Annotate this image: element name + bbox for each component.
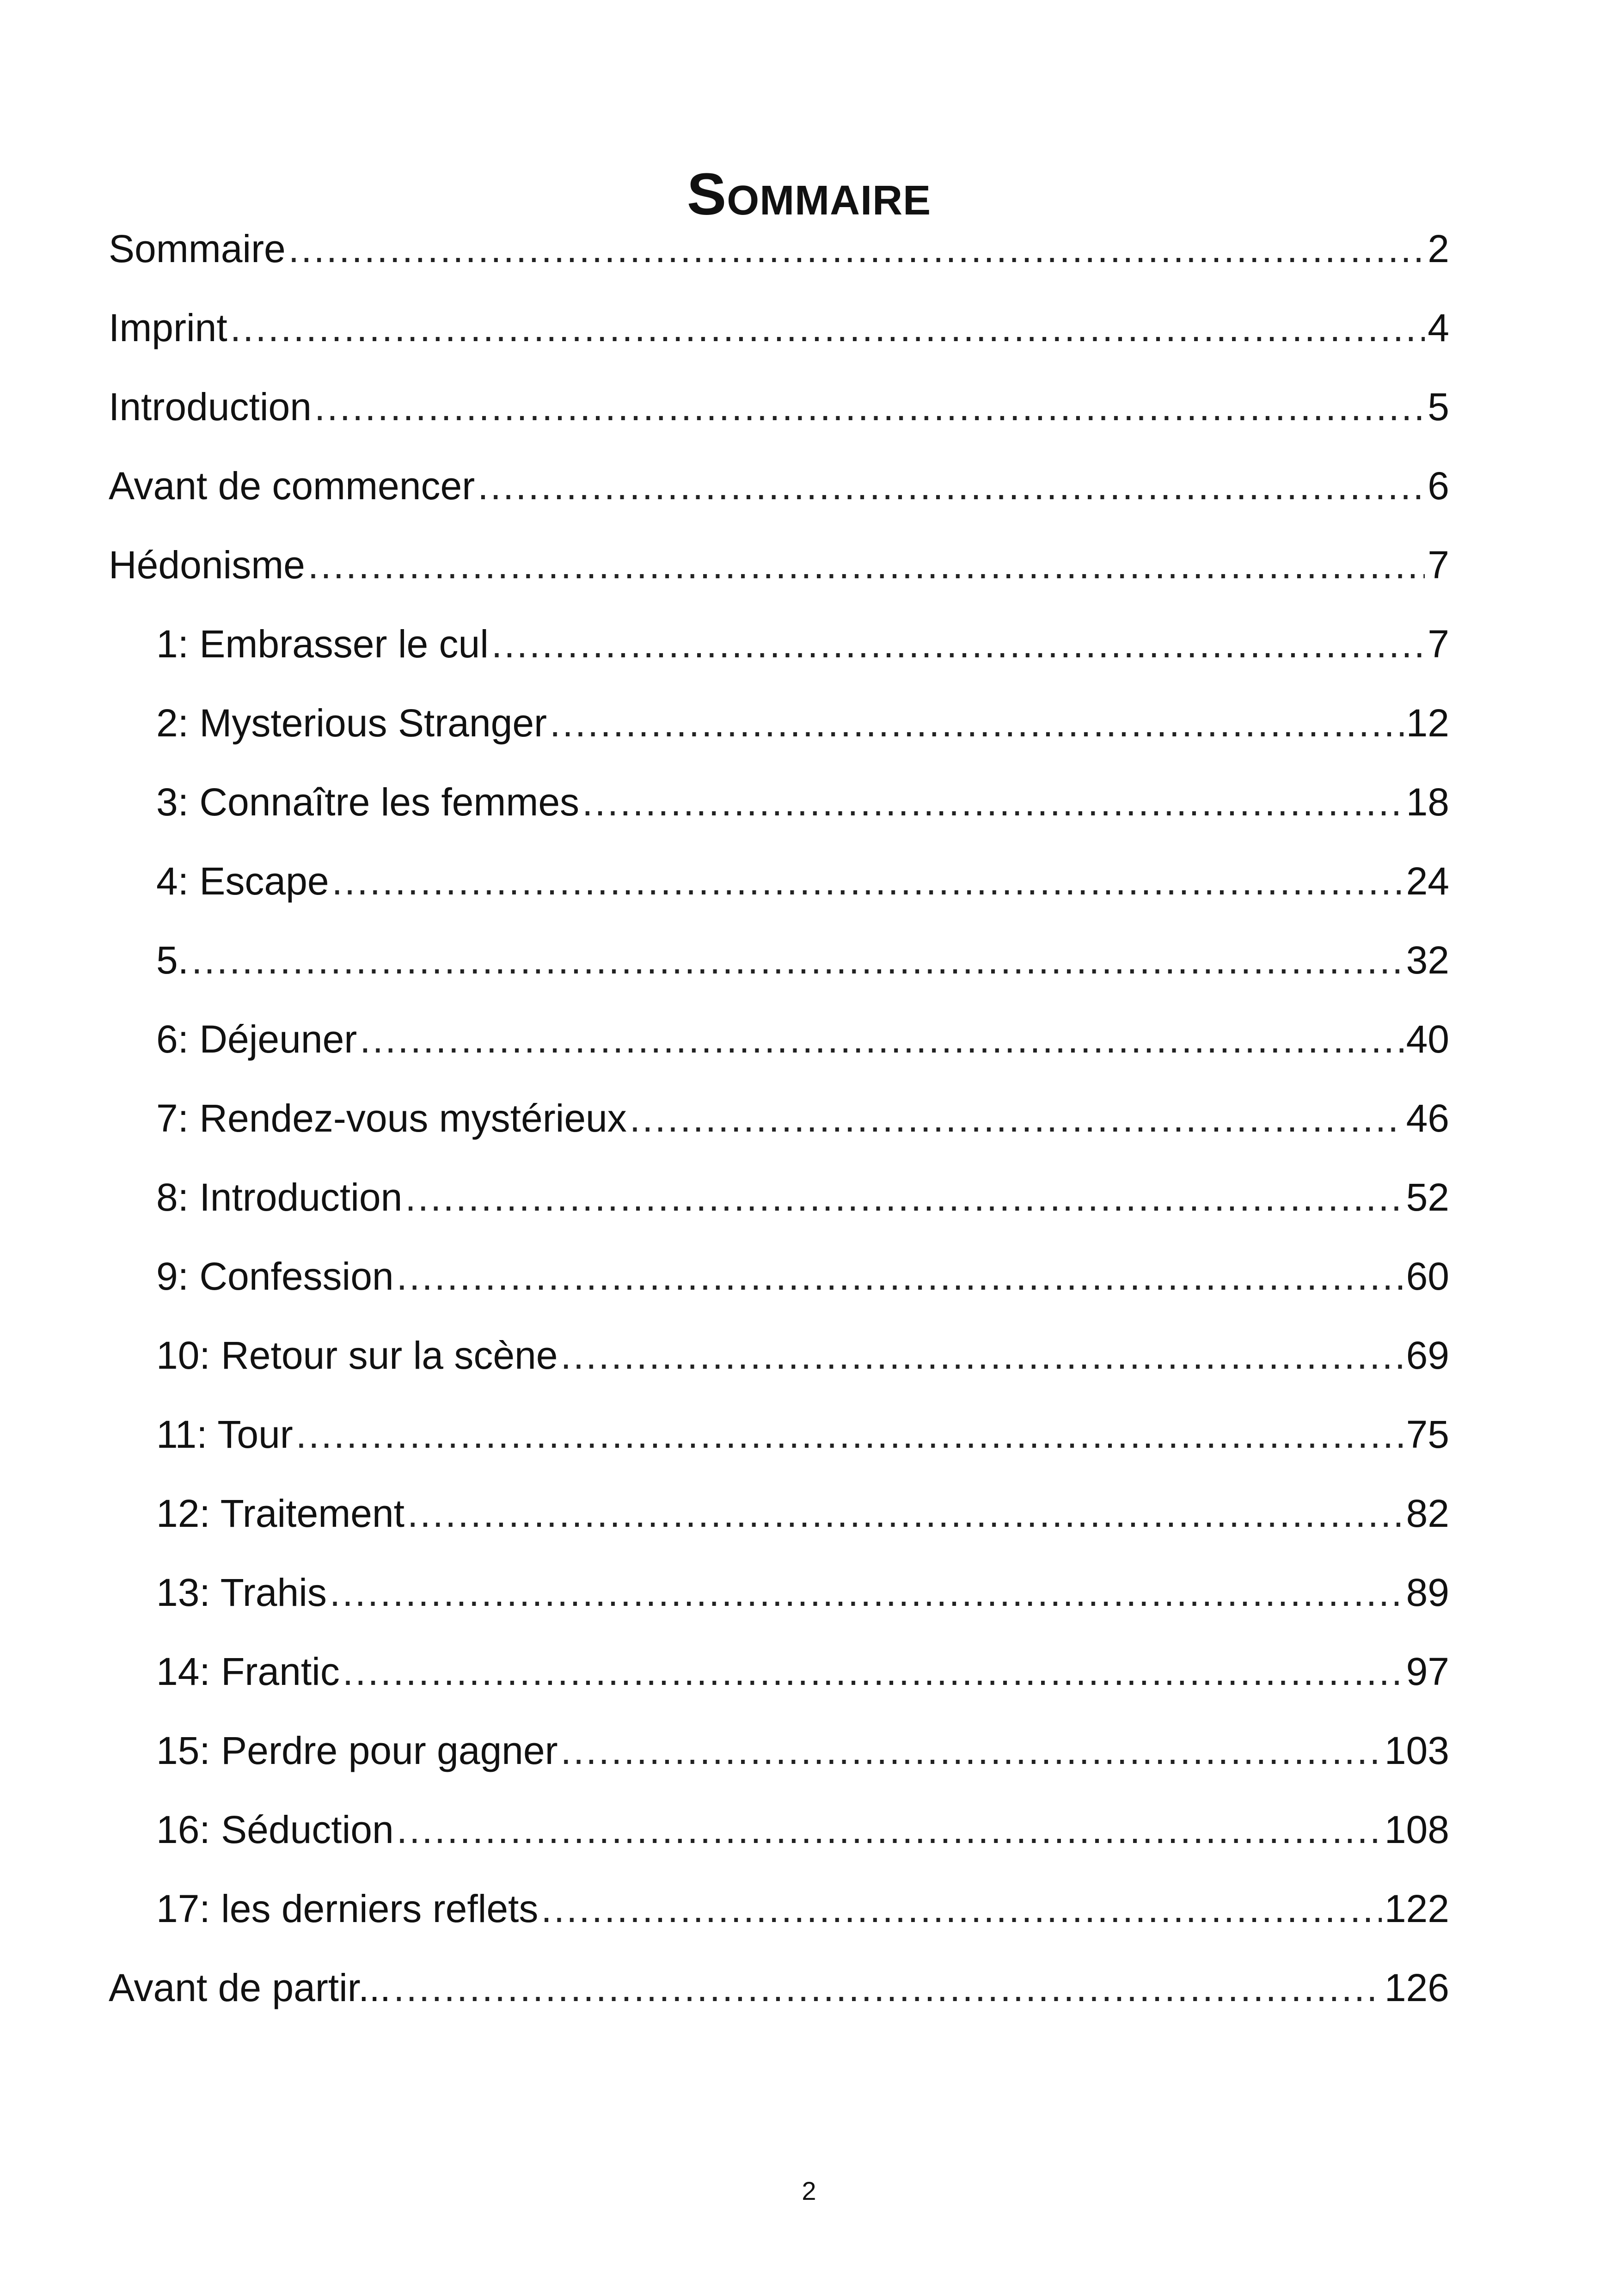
toc-entry[interactable] (109, 1790, 1449, 1869)
toc-dot-leader (343, 1632, 1403, 1711)
toc-dot-leader (314, 367, 1425, 447)
toc-entry-page: 12 (1406, 701, 1449, 745)
toc-entry[interactable] (109, 684, 1449, 763)
toc-entry-label: 5. (156, 938, 189, 982)
toc-entry[interactable] (109, 1316, 1449, 1395)
toc-entry-label: 9: Confession (156, 1255, 394, 1298)
toc-entry[interactable] (109, 605, 1449, 684)
toc-entry[interactable] (109, 842, 1449, 921)
toc-entry[interactable] (109, 447, 1449, 526)
toc-entry-label: 10: Retour sur la scène (156, 1334, 558, 1377)
toc-entry-page: 103 (1384, 1729, 1449, 1772)
toc-entry[interactable] (109, 1711, 1449, 1790)
toc-entry-page: 24 (1406, 859, 1449, 903)
toc-dot-leader (308, 526, 1425, 605)
toc-entry[interactable] (109, 1395, 1449, 1474)
toc-entry-page: 97 (1406, 1650, 1449, 1693)
toc-entry-label: 3: Connaître les femmes (156, 780, 580, 824)
toc-dot-leader (560, 1316, 1403, 1395)
toc-entry[interactable] (109, 1948, 1449, 2027)
toc-entry-label: Avant de partir... (109, 1966, 391, 2009)
toc-entry-page: 6 (1428, 464, 1449, 508)
toc-entry-page: 69 (1406, 1334, 1449, 1377)
toc-entry-label: 7: Rendez-vous mystérieux (156, 1096, 627, 1140)
toc-dot-leader (491, 605, 1425, 684)
toc-entry-label: Sommaire (109, 227, 286, 270)
toc-entry-label: 13: Trahis (156, 1571, 327, 1614)
toc-entry-label: 16: Séduction (156, 1808, 394, 1851)
toc-dot-leader (397, 1790, 1382, 1869)
toc-entry-label: Imprint (109, 306, 227, 349)
toc-entry-label: 8: Introduction (156, 1176, 403, 1219)
toc-entry-page: 2 (1428, 227, 1449, 270)
toc-entry[interactable] (109, 1869, 1449, 1948)
toc-entry-page: 18 (1406, 780, 1449, 824)
toc-entry-page: 7 (1428, 543, 1449, 587)
table-of-contents (109, 209, 1449, 2027)
toc-dot-leader (332, 842, 1403, 921)
toc-entry-page: 122 (1384, 1887, 1449, 1930)
toc-dot-leader (288, 209, 1425, 288)
toc-entry-label: 14: Frantic (156, 1650, 340, 1693)
toc-entry[interactable] (109, 209, 1449, 288)
toc-entry-label: 17: les derniers reflets (156, 1887, 539, 1930)
toc-entry-page: 4 (1428, 306, 1449, 349)
toc-entry-page: 5 (1428, 385, 1449, 429)
toc-dot-leader (541, 1869, 1381, 1948)
page-number: 2 (802, 2176, 816, 2205)
toc-entry-label: 11: Tour (156, 1413, 293, 1456)
toc-entry-page: 108 (1384, 1808, 1449, 1851)
toc-entry-page: 52 (1406, 1176, 1449, 1219)
toc-dot-leader (405, 1158, 1403, 1237)
toc-entry-page: 126 (1384, 1966, 1449, 2009)
toc-entry[interactable] (109, 288, 1449, 367)
toc-dot-leader (582, 763, 1403, 842)
toc-entry-page: 75 (1406, 1413, 1449, 1456)
toc-dot-leader (393, 1948, 1382, 2027)
toc-entry[interactable] (109, 1632, 1449, 1711)
toc-entry-label: Avant de commencer (109, 464, 475, 508)
toc-dot-leader (360, 1000, 1403, 1079)
toc-dot-leader (407, 1474, 1403, 1553)
toc-entry[interactable] (109, 1553, 1449, 1632)
toc-entry-label: Introduction (109, 385, 312, 429)
toc-entry[interactable] (109, 1079, 1449, 1158)
toc-dot-leader (330, 1553, 1403, 1632)
toc-entry[interactable] (109, 763, 1449, 842)
toc-entry[interactable] (109, 1237, 1449, 1316)
toc-entry-label: 6: Déjeuner (156, 1017, 357, 1061)
toc-entry-label: 2: Mysterious Stranger (156, 701, 547, 745)
toc-dot-leader (550, 684, 1403, 763)
toc-entry[interactable] (109, 367, 1449, 447)
toc-dot-leader (230, 288, 1425, 367)
page-title: Sommaire (686, 161, 932, 227)
toc-entry-label: Hédonisme (109, 543, 305, 587)
toc-entry-page: 40 (1406, 1017, 1449, 1061)
toc-entry-page: 60 (1406, 1255, 1449, 1298)
toc-dot-leader (630, 1079, 1403, 1158)
toc-entry-page: 89 (1406, 1571, 1449, 1614)
toc-entry-page: 7 (1428, 622, 1449, 666)
toc-entry[interactable] (109, 526, 1449, 605)
toc-dot-leader (397, 1237, 1403, 1316)
toc-entry-label: 4: Escape (156, 859, 329, 903)
toc-dot-leader (296, 1395, 1403, 1474)
toc-entry-label: 15: Perdre pour gagner (156, 1729, 558, 1772)
toc-entry-page: 46 (1406, 1096, 1449, 1140)
toc-entry-label: 12: Traitement (156, 1492, 404, 1535)
toc-entry[interactable] (109, 1000, 1449, 1079)
toc-entry[interactable] (109, 1158, 1449, 1237)
toc-entry[interactable] (109, 921, 1449, 1000)
toc-dot-leader (478, 447, 1425, 526)
toc-dot-leader (191, 921, 1403, 1000)
toc-entry-page: 32 (1406, 938, 1449, 982)
toc-entry[interactable] (109, 1474, 1449, 1553)
toc-entry-page: 82 (1406, 1492, 1449, 1535)
toc-dot-leader (561, 1711, 1382, 1790)
toc-entry-label: 1: Embrasser le cul (156, 622, 489, 666)
